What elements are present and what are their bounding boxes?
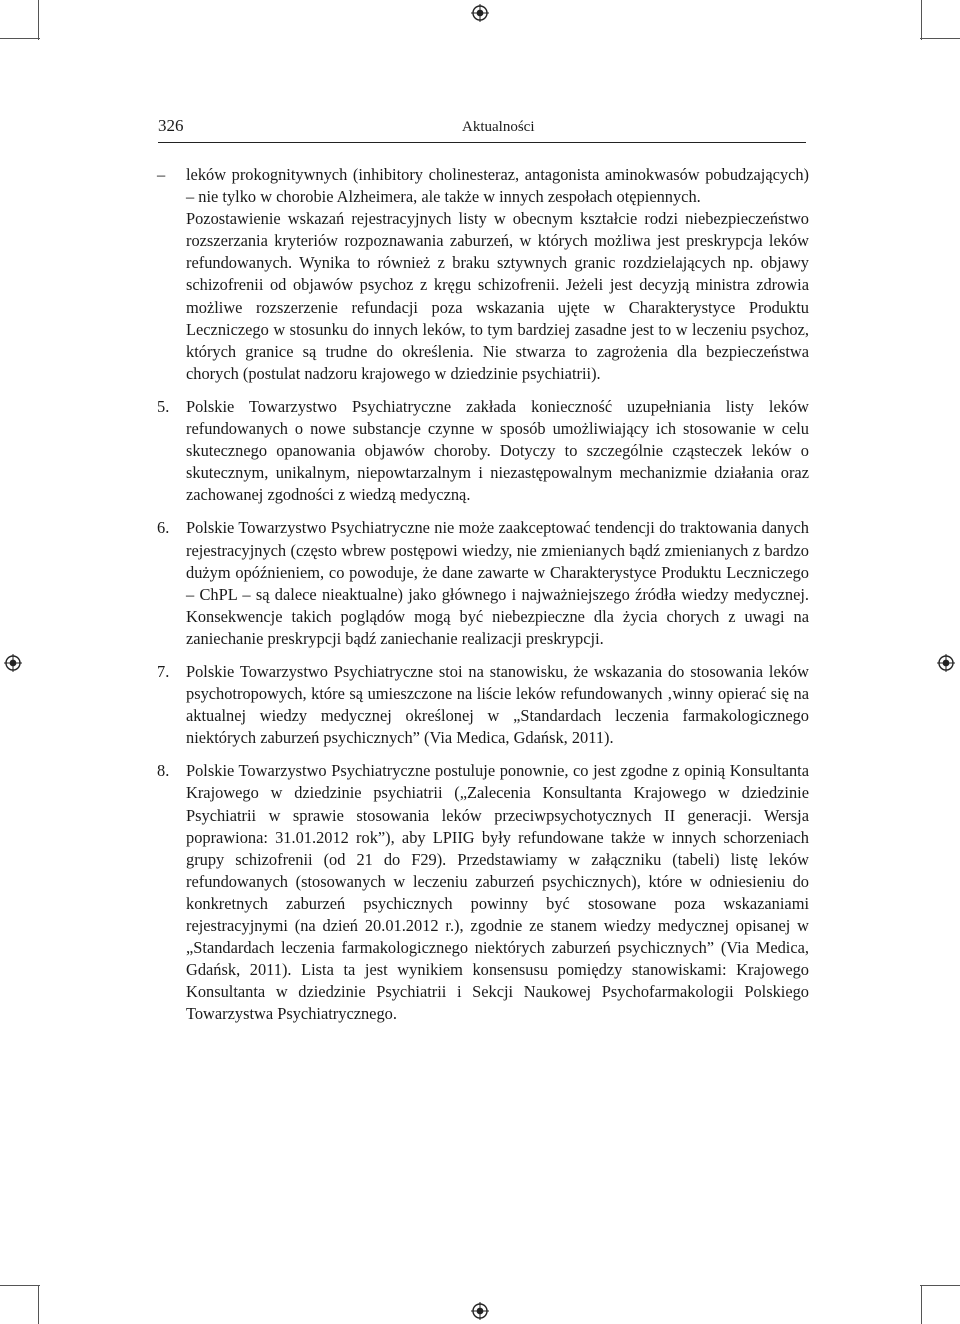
list-item <box>157 517 809 650</box>
registration-mark-icon <box>471 4 489 22</box>
list-item <box>157 661 809 749</box>
crop-mark <box>0 1285 40 1286</box>
running-title: Aktualności <box>462 119 535 135</box>
crop-mark <box>920 38 960 39</box>
crop-mark <box>0 38 40 39</box>
list-item <box>157 760 809 1025</box>
registration-mark-icon <box>4 654 22 672</box>
list-item-marker: – <box>157 165 166 184</box>
crop-mark <box>921 0 922 40</box>
crop-mark <box>921 1286 922 1324</box>
paragraph: Polskie Towarzystwo Psychiatryczne postuluje ponownie, co jest zgodne z opinią Konsultanta Krajowego w dziedzinie psychiatrii („Zalecenia Konsultanta Krajowego w dziedzinie Psychiatrii w sprawie stosowania leków przeciwpsychotycznych II generacji. Wersja poprawiona: 31.01.2012 rok”), aby LPIIG były refundowane także w innych schorzeniach grupy schizofrenii (od 21 do F29). Przedstawiamy w załączniku (tabeli) listę leków refundowanych (stosowanych w leczeniu zaburzeń psychicznych), które w odniesieniu do konkretnych zaburzeń psychicznych powinny być stosowane poza wskazaniami rejestracyjnymi (na dzień 20.01.2012 r.), zgodnie ze stanem wiedzy medycznej opisanej w „Standardach leczenia farmakologicznego niektórych zaburzeń psychicznych” (Via Medica, Gdańsk, 2011). Lista ta jest wynikiem konsensusu pomiędzy stanowiskami: Krajowego Konsultanta w dziedzinie Psychiatrii i Sekcji Naukowej Psychofarmakologii Polskiego Towarzystwa Psychiatrycznego. <box>186 761 809 1024</box>
paragraph: Polskie Towarzystwo Psychiatryczne zakłada konieczność uzupełniania listy leków refundowanych o nowe substancje czynne w sposób umożliwiający ich stosowanie w celu skutecznego opanowania objawów choroby. Dotyczy to szczególnie cząsteczek leków o skutecznym, unikalnym, niepowtarzalnym i niezastępowalnym mechanizmie działania oraz zachowanej zgodności z wiedzą medyczną. <box>186 396 809 505</box>
page-number: 326 <box>158 116 184 135</box>
list-item-marker: 6. <box>157 518 170 538</box>
registration-mark-icon <box>471 1302 489 1320</box>
crop-mark <box>920 1285 960 1286</box>
registration-mark-icon <box>937 654 955 672</box>
list-item <box>157 164 809 385</box>
crop-mark <box>38 1286 39 1324</box>
list-item-marker: 8. <box>157 761 170 781</box>
list-item-marker: 7. <box>157 661 170 681</box>
page-body <box>157 164 809 1025</box>
paragraph: leków prokognitywnych (inhibitory cholinesteraz, antagonista aminokwasów pobudzających) – nie tylko w chorobie Alzheimera, ale także w innych zespołach otępiennych. <box>186 165 809 207</box>
crop-mark <box>38 0 39 40</box>
paragraph: Pozostawienie wskazań rejestracyjnych listy w obecnym kształcie rodzi niebezpieczeństwo rozszerzania kryteriów rozpoznawania zaburzeń, w których możliwa jest preskrypcja leków refundowanych. Wynika to również z braku sztywnych granic rozdzielających np. objawy schizofrenii od objawów psychoz z kręgu schizofrenii. Jeżeli jest decyzją ministra zdrowia możliwe rozszerzenie refundacji poza wskazania ujęte w Charakterystyce Produktu Leczniczego w stosunku do innych leków, to tym bardziej zasadne jest to w leczeniu psychoz, których granice są trudne do określenia. Nie stwarza to zagrożenia dla bezpieczeństwa chorych (postulat nadzoru krajowego w dziedzinie psychiatrii). <box>186 209 809 383</box>
paragraph: Polskie Towarzystwo Psychiatryczne nie może zaakceptować tendencji do traktowania danych rejestracyjnych (często wbrew postępowi wiedzy, nie zmienianych bądź zmienianych z bardzo dużym opóźnieniem, co powoduje, że dane zawarte w Charakterystyce Produktu Leczniczego – ChPL – są dalece nieaktualne) jako głównego i najważniejszego źródła wiedzy medycznej. Konsekwencje takich poglądów mogą być niebezpieczne dla życia chorych z uwagi na zaniechanie preskrypcji bądź zaniechanie realizacji preskrypcji. <box>186 518 809 648</box>
running-header <box>158 116 806 143</box>
list-item <box>157 396 809 506</box>
list-item-marker: 5. <box>157 396 170 416</box>
paragraph: Polskie Towarzystwo Psychiatryczne stoi na stanowisku, że wskazania do stosowania leków psychotropowych, które są umieszczone na liście leków refundowanych ‚winny opierać się na aktualnej wiedzy medycznej określonej w „Standardach leczenia farmakologicznego niektórych zaburzeń psychicznych” (Via Medica, Gdańsk, 2011). <box>186 661 809 748</box>
